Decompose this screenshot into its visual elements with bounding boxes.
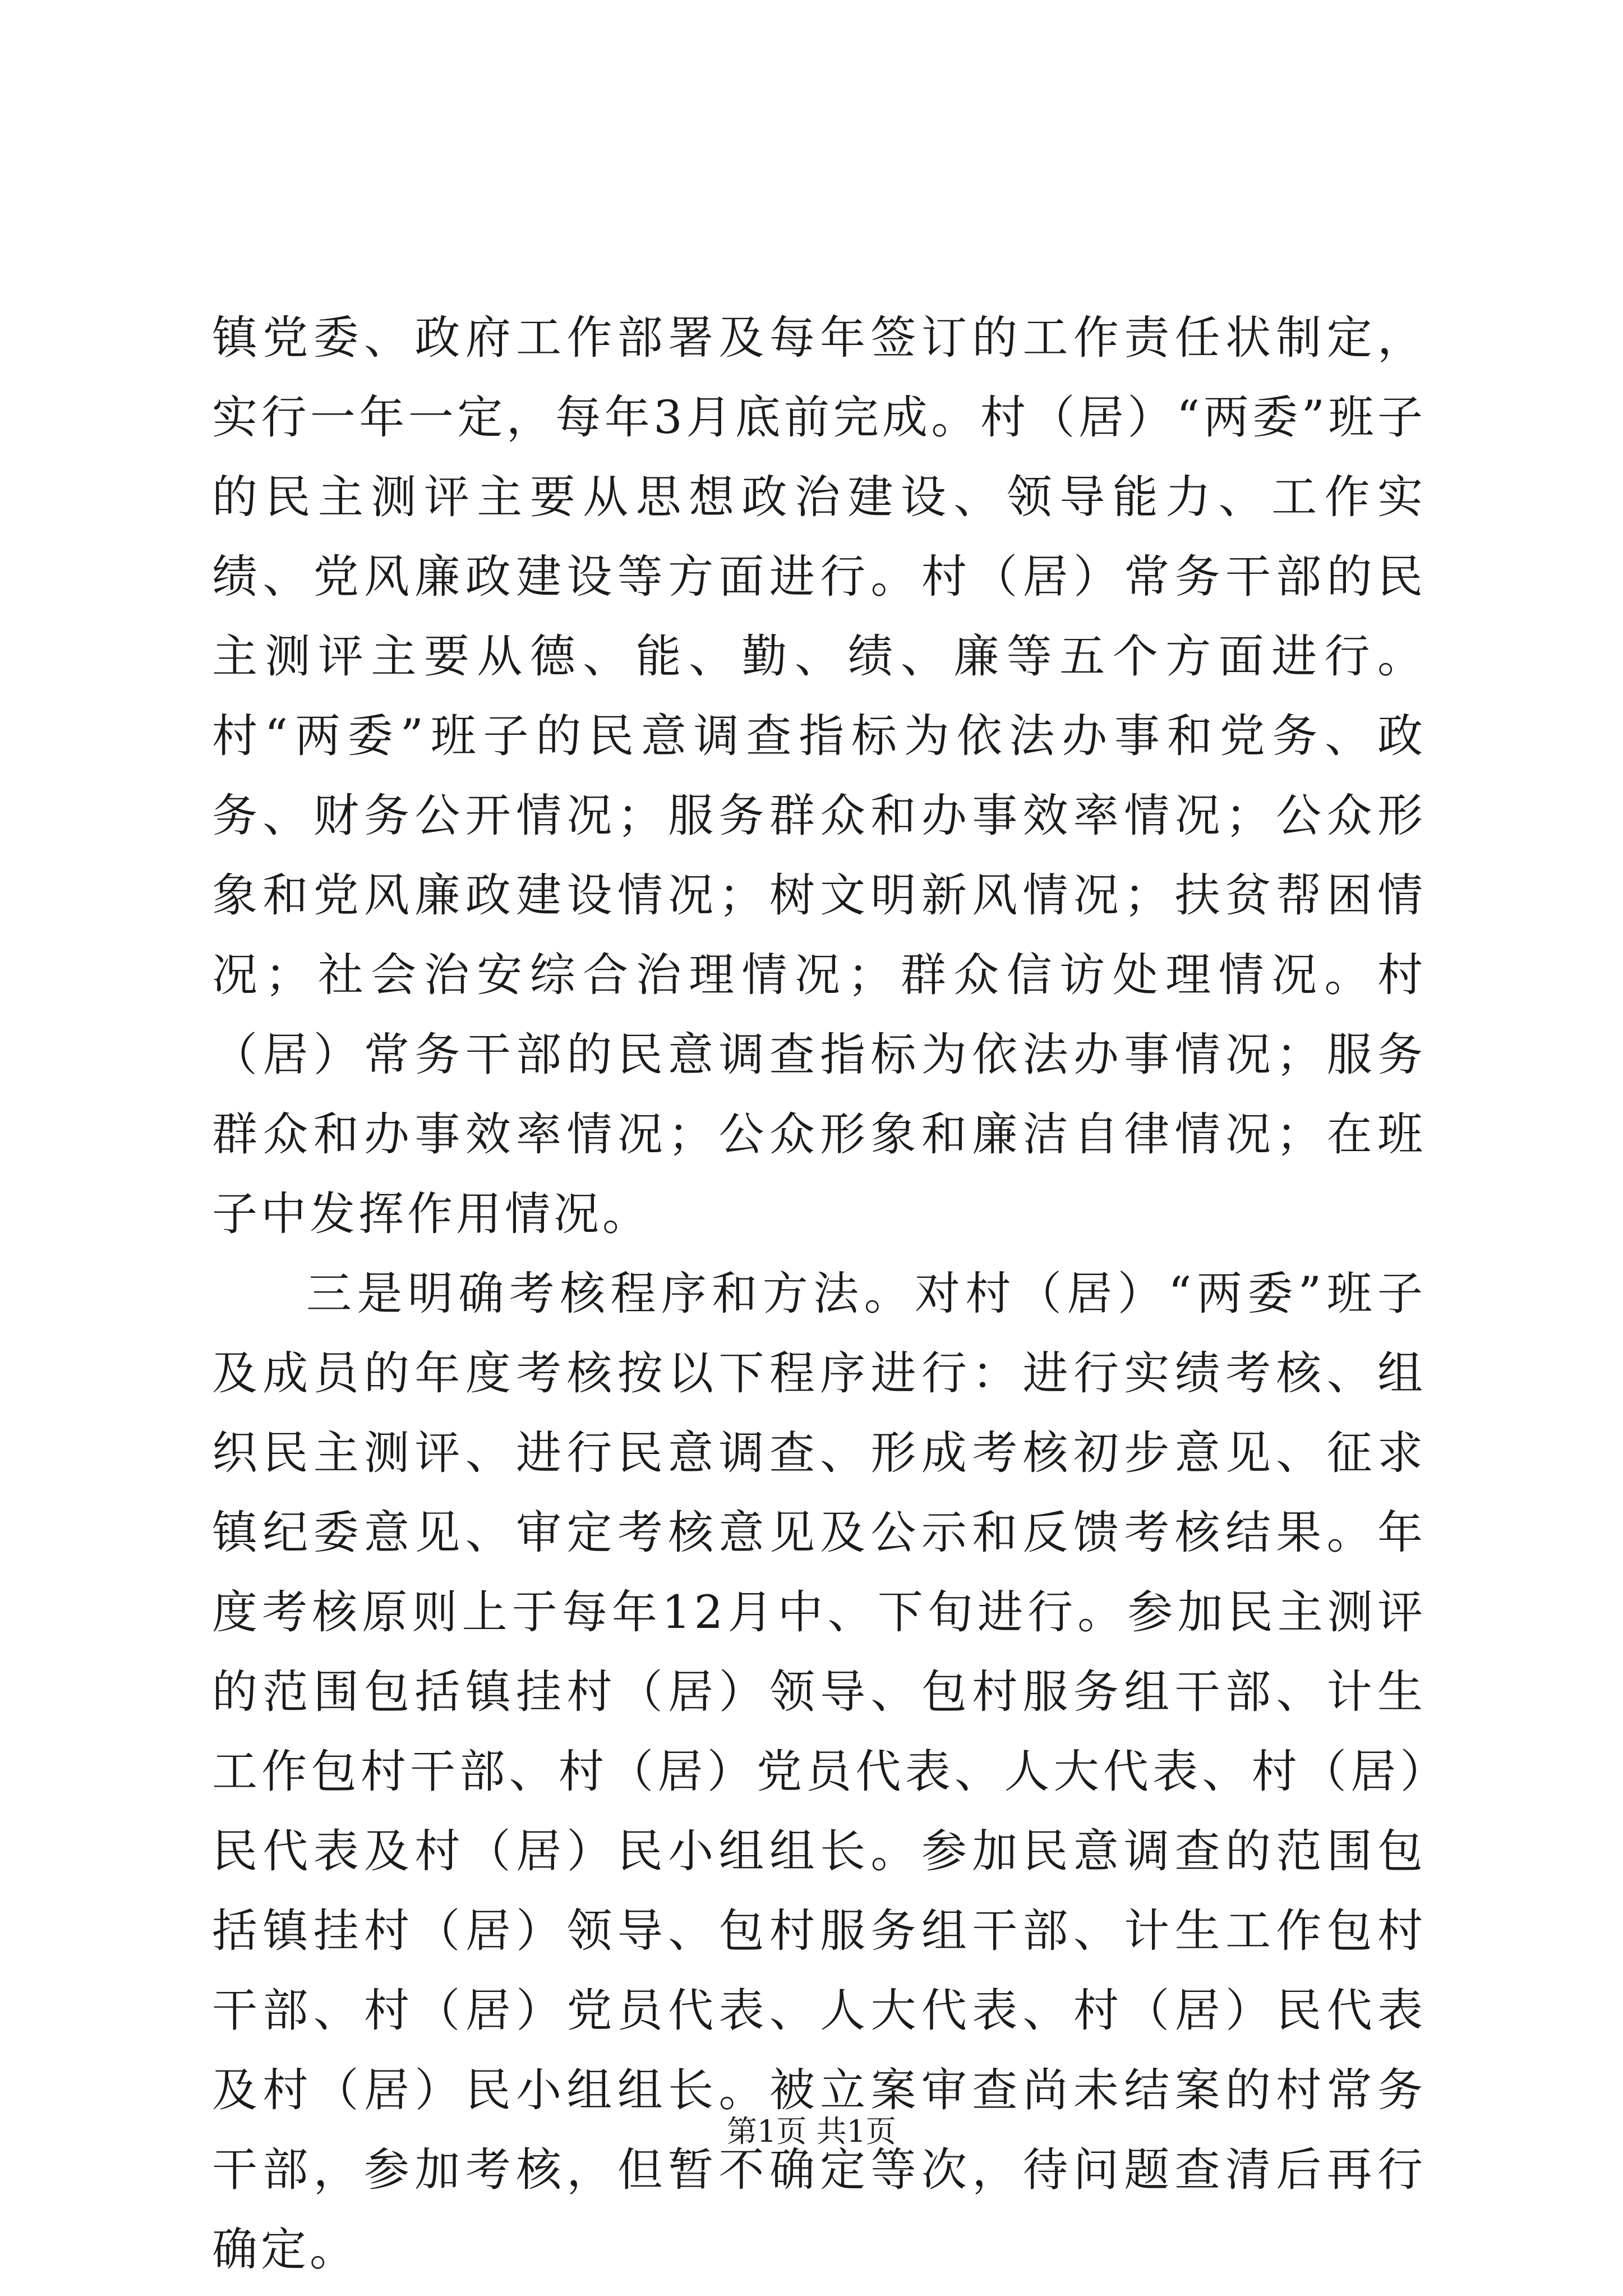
page-footer: 第1页 共1页 [727, 2114, 896, 2149]
paragraph-continuation: 镇党委、政府工作部署及每年签订的工作责任状制定，实行一年一定，每年3月底前完成。村（居）“两委”班子的民主测评主要从思想政治建设、领导能力、工作实绩、党风廉政建设等方面进行。村（居）常务干部的民主测评主要从德、能、勤、绩、廉等五个方面进行。村“两委”班子的民意调查指标为依法办事和党务、政务、财务公开情况；服务群众和办事效率情况；公众形象和党风廉政建设情况；树文明新风情况；扶贫帮困情况；社会治安综合治理情况；群众信访处理情况。村（居）常务干部的民意调查指标为依法办事情况；服务群众和办事效率情况；公众形象和廉洁自律情况；在班子中发挥作用情况。 [212, 312, 1426, 1241]
paragraph-assessment-procedure: 三是明确考核程序和方法。对村（居）“两委”班子及成员的年度考核按以下程序进行：进行实绩考核、组织民主测评、进行民意调查、形成考核初步意见、征求镇纪委意见、审定考核意见及公示和反馈考核结果。年度考核原则上于每年12月中、下旬进行。参加民主测评的范围包括镇挂村（居）领导、包村服务组干部、计生工作包村干部、村（居）党员代表、人大代表、村（居）民代表及村（居）民小组组长。参加民意调查的范围包括镇挂村（居）领导、包村服务组干部、计生工作包村干部、村（居）党员代表、人大代表、村（居）民代表及村（居）民小组组长。被立案审查尚未结案的村常务干部，参加考核，但暂不确定等次，待问题查清后再行确定。 [212, 1268, 1426, 2276]
document-body [212, 298, 1426, 2290]
